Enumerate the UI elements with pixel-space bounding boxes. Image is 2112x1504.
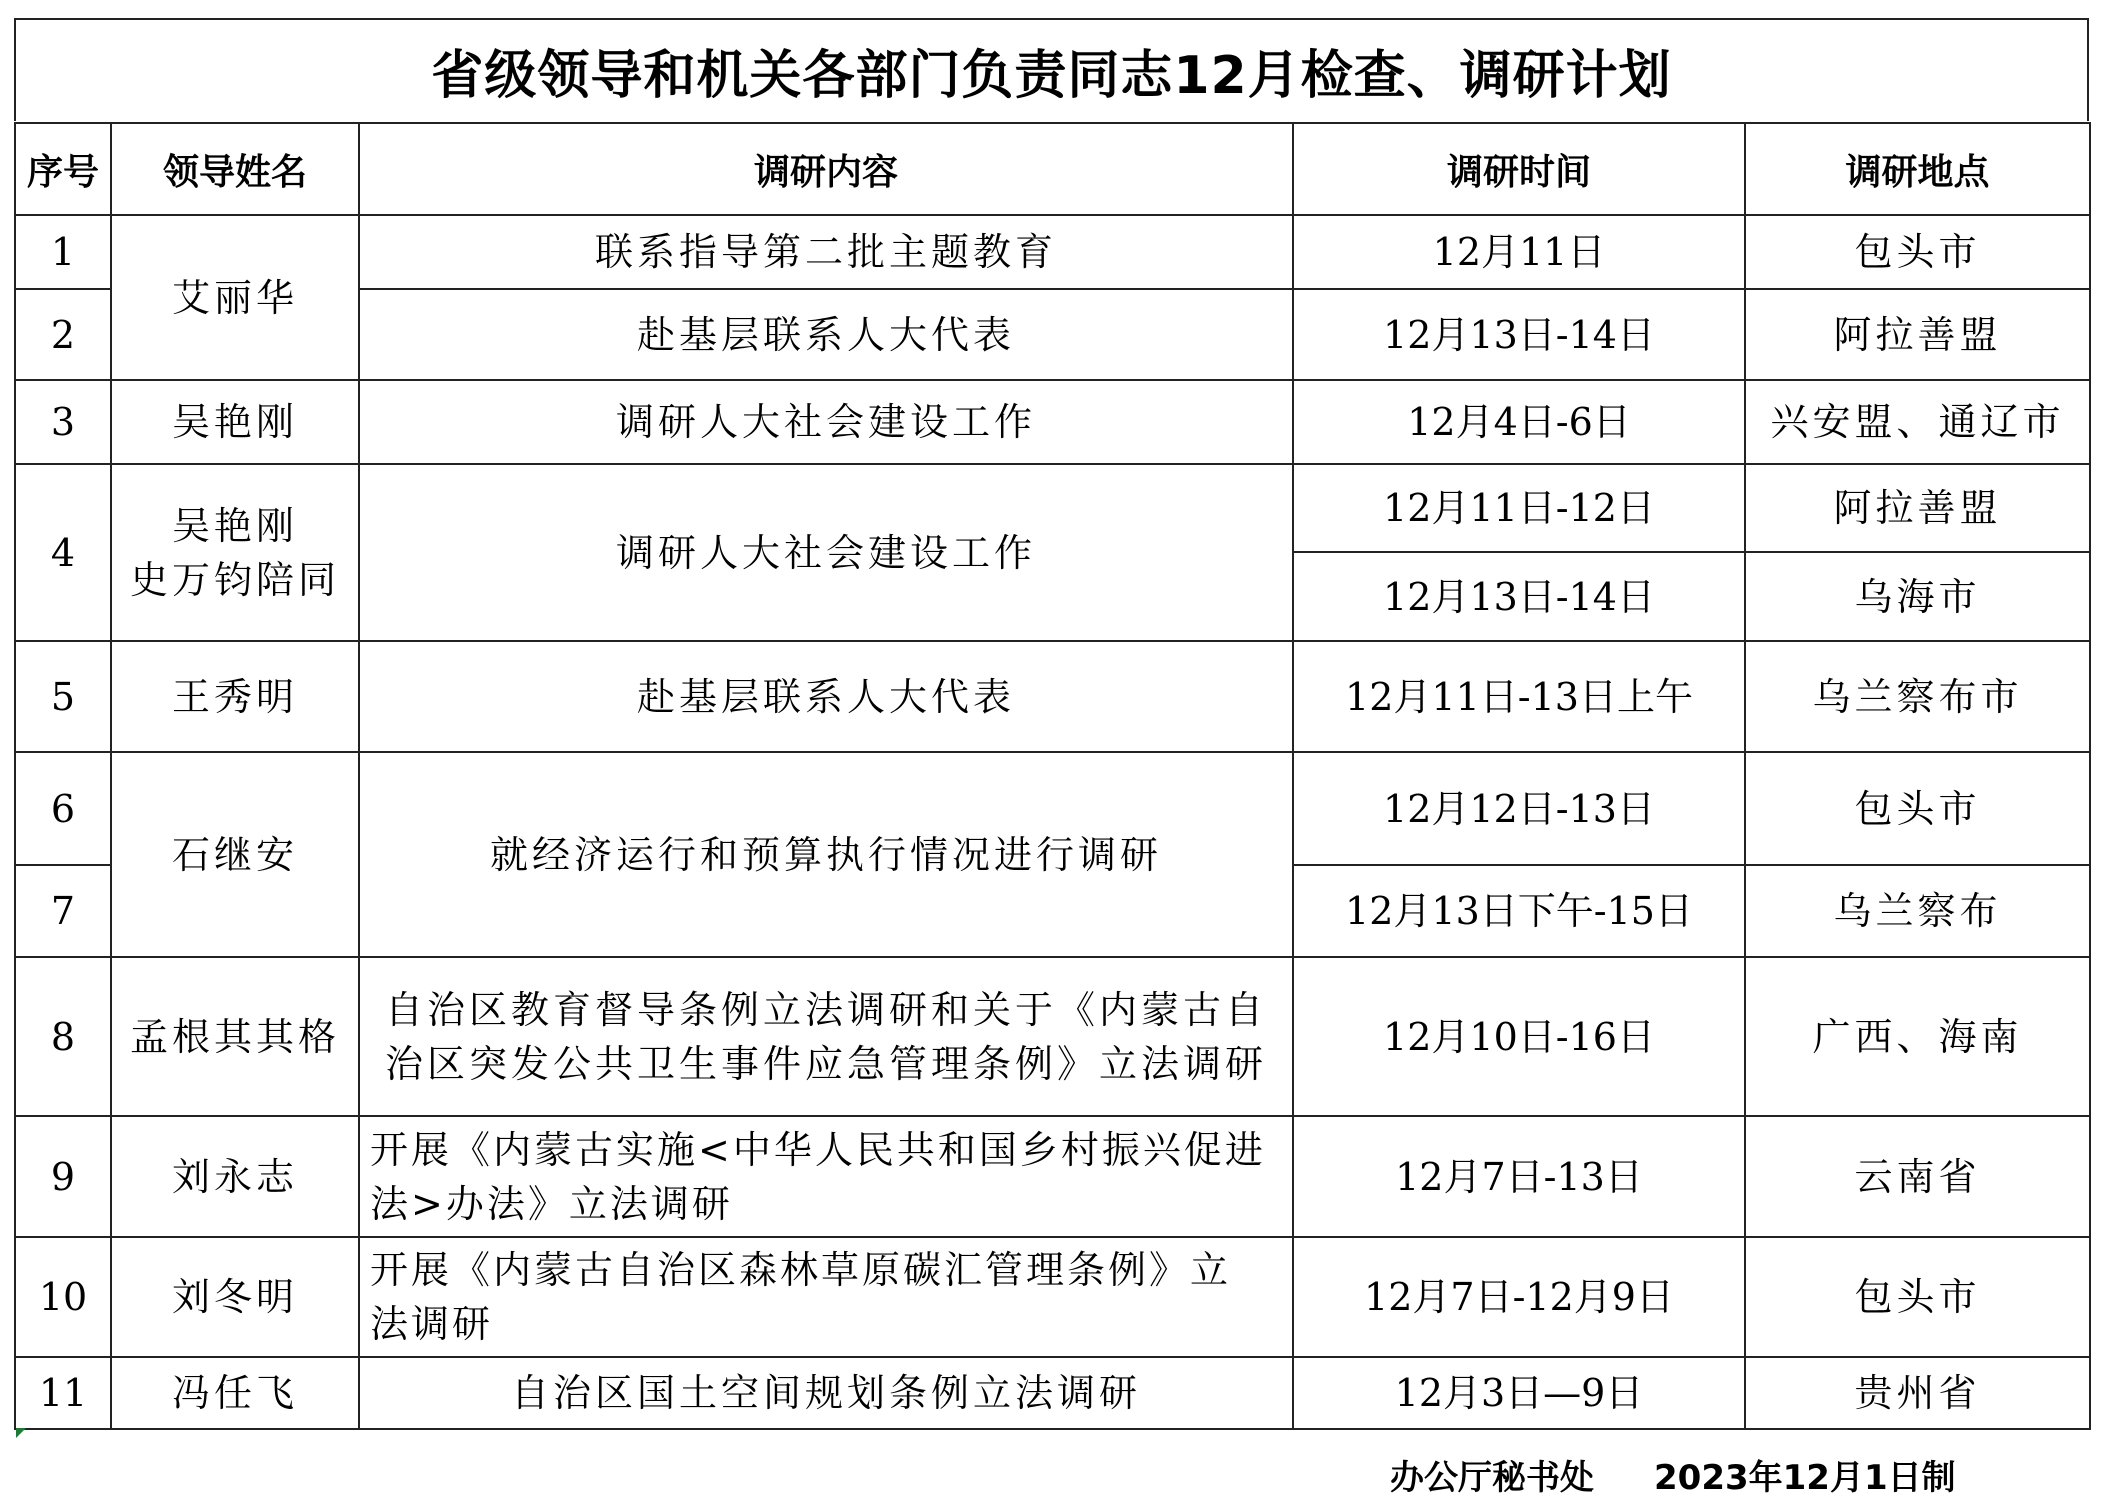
- cell-place[interactable]: 包头市: [1745, 215, 2090, 289]
- cell-place[interactable]: 乌兰察布市: [1745, 641, 2090, 752]
- footer: [1390, 1452, 2090, 1496]
- cell-seq[interactable]: 7: [15, 865, 111, 957]
- leader-name: 孟根其其格: [129, 1014, 340, 1059]
- leader-name: 王秀明: [171, 674, 298, 719]
- content-line: 法调研: [370, 1302, 494, 1346]
- footer-date: 2023年12月1日制: [1654, 1457, 1956, 1498]
- table-row: [15, 641, 2090, 752]
- cell-content[interactable]: [359, 752, 1293, 957]
- leader-name: 吴艳刚: [171, 400, 298, 444]
- cell-seq[interactable]: 4: [15, 464, 111, 641]
- cell-leader[interactable]: [111, 641, 359, 752]
- cell-content[interactable]: [359, 380, 1293, 464]
- cell-seq[interactable]: 10: [15, 1237, 111, 1357]
- cell-time[interactable]: 12月13日下午-15日: [1293, 865, 1745, 957]
- cell-time[interactable]: 12月4日-6日: [1293, 380, 1745, 464]
- cell-time[interactable]: 12月10日-16日: [1293, 957, 1745, 1116]
- content-text: 联系指导第二批主题教育: [594, 230, 1057, 274]
- cell-seq[interactable]: 8: [15, 957, 111, 1116]
- footer-office: 办公厅秘书处: [1390, 1457, 1594, 1498]
- cell-seq[interactable]: 6: [15, 752, 111, 865]
- header-time[interactable]: 调研时间: [1293, 123, 1745, 215]
- cell-place[interactable]: 包头市: [1745, 752, 2090, 865]
- cell-time[interactable]: 12月3日—9日: [1293, 1357, 1745, 1429]
- leader-name: 冯任飞: [171, 1371, 298, 1415]
- cell-place[interactable]: 乌兰察布: [1745, 865, 2090, 957]
- cell-place[interactable]: 广西、海南: [1745, 957, 2090, 1116]
- cell-seq[interactable]: 11: [15, 1357, 111, 1429]
- cell-leader[interactable]: [111, 957, 359, 1116]
- cell-content[interactable]: [359, 464, 1293, 641]
- content-text: 赴基层联系人大代表: [636, 312, 1015, 357]
- cell-time[interactable]: 12月11日: [1293, 215, 1745, 289]
- cell-leader[interactable]: [111, 215, 359, 380]
- content-line: 法>办法》立法调研: [370, 1181, 733, 1226]
- cell-place[interactable]: 贵州省: [1745, 1357, 2090, 1429]
- content-line: 自治区教育督导条例立法调研和关于《内蒙古自: [384, 987, 1267, 1032]
- leader-name: 刘永志: [171, 1154, 298, 1199]
- table-row: [15, 752, 2090, 865]
- leader-name: 艾丽华: [171, 275, 298, 320]
- cell-seq[interactable]: 2: [15, 289, 111, 380]
- content-text: 自治区国土空间规划条例立法调研: [510, 1371, 1141, 1415]
- cell-content[interactable]: [359, 957, 1293, 1116]
- table-row: [15, 464, 2090, 552]
- cell-place[interactable]: 阿拉善盟: [1745, 464, 2090, 552]
- cell-seq[interactable]: 3: [15, 380, 111, 464]
- table-header-row: [15, 123, 2090, 215]
- leader-name: 吴艳刚: [171, 503, 298, 548]
- cell-leader[interactable]: [111, 1237, 359, 1357]
- cell-time[interactable]: 12月7日-12月9日: [1293, 1237, 1745, 1357]
- cell-leader[interactable]: [111, 1116, 359, 1237]
- content-line: 开展《内蒙古自治区森林草原碳汇管理条例》立: [370, 1248, 1232, 1292]
- cell-leader[interactable]: [111, 380, 359, 464]
- cell-time[interactable]: 12月11日-13日上午: [1293, 641, 1745, 752]
- cell-seq[interactable]: 9: [15, 1116, 111, 1237]
- cell-comment-marker-icon: [16, 1428, 26, 1438]
- page-title: 省级领导和机关各部门负责同志12月检查、调研计划: [14, 18, 2089, 121]
- table-row: [15, 1357, 2090, 1429]
- cell-place[interactable]: 兴安盟、通辽市: [1745, 380, 2090, 464]
- cell-place[interactable]: 包头市: [1745, 1237, 2090, 1357]
- cell-content[interactable]: [359, 641, 1293, 752]
- cell-leader[interactable]: [111, 464, 359, 641]
- content-text: 调研人大社会建设工作: [615, 400, 1036, 444]
- cell-seq[interactable]: 5: [15, 641, 111, 752]
- leader-companion: 史万钧陪同: [129, 557, 340, 602]
- cell-content[interactable]: [359, 1116, 1293, 1237]
- table-row: [15, 215, 2090, 289]
- content-line: 治区突发公共卫生事件应急管理条例》立法调研: [384, 1041, 1267, 1086]
- cell-content[interactable]: [359, 1237, 1293, 1357]
- content-text: 赴基层联系人大代表: [636, 674, 1015, 719]
- leader-name: 刘冬明: [171, 1275, 298, 1319]
- cell-content[interactable]: [359, 289, 1293, 380]
- leader-name: 石继安: [171, 832, 298, 877]
- table-row: [15, 1237, 2090, 1357]
- table-row: [15, 1116, 2090, 1237]
- cell-place[interactable]: 阿拉善盟: [1745, 289, 2090, 380]
- cell-leader[interactable]: [111, 752, 359, 957]
- content-text: 就经济运行和预算执行情况进行调研: [489, 832, 1162, 877]
- table-row: [15, 380, 2090, 464]
- plan-table: [14, 122, 2091, 1430]
- cell-leader[interactable]: [111, 1357, 359, 1429]
- content-line: 开展《内蒙古实施<中华人民共和国乡村振兴促进: [370, 1127, 1266, 1172]
- cell-place[interactable]: 乌海市: [1745, 552, 2090, 641]
- header-leader[interactable]: 领导姓名: [111, 123, 359, 215]
- cell-time[interactable]: 12月11日-12日: [1293, 464, 1745, 552]
- cell-seq[interactable]: 1: [15, 215, 111, 289]
- cell-time[interactable]: 12月13日-14日: [1293, 289, 1745, 380]
- cell-content[interactable]: [359, 1357, 1293, 1429]
- cell-time[interactable]: 12月7日-13日: [1293, 1116, 1745, 1237]
- header-seq[interactable]: 序号: [15, 123, 111, 215]
- table-row: [15, 957, 2090, 1116]
- header-place[interactable]: 调研地点: [1745, 123, 2090, 215]
- cell-time[interactable]: 12月12日-13日: [1293, 752, 1745, 865]
- content-text: 调研人大社会建设工作: [615, 530, 1036, 575]
- cell-content[interactable]: [359, 215, 1293, 289]
- cell-place[interactable]: 云南省: [1745, 1116, 2090, 1237]
- header-content[interactable]: 调研内容: [359, 123, 1293, 215]
- cell-time[interactable]: 12月13日-14日: [1293, 552, 1745, 641]
